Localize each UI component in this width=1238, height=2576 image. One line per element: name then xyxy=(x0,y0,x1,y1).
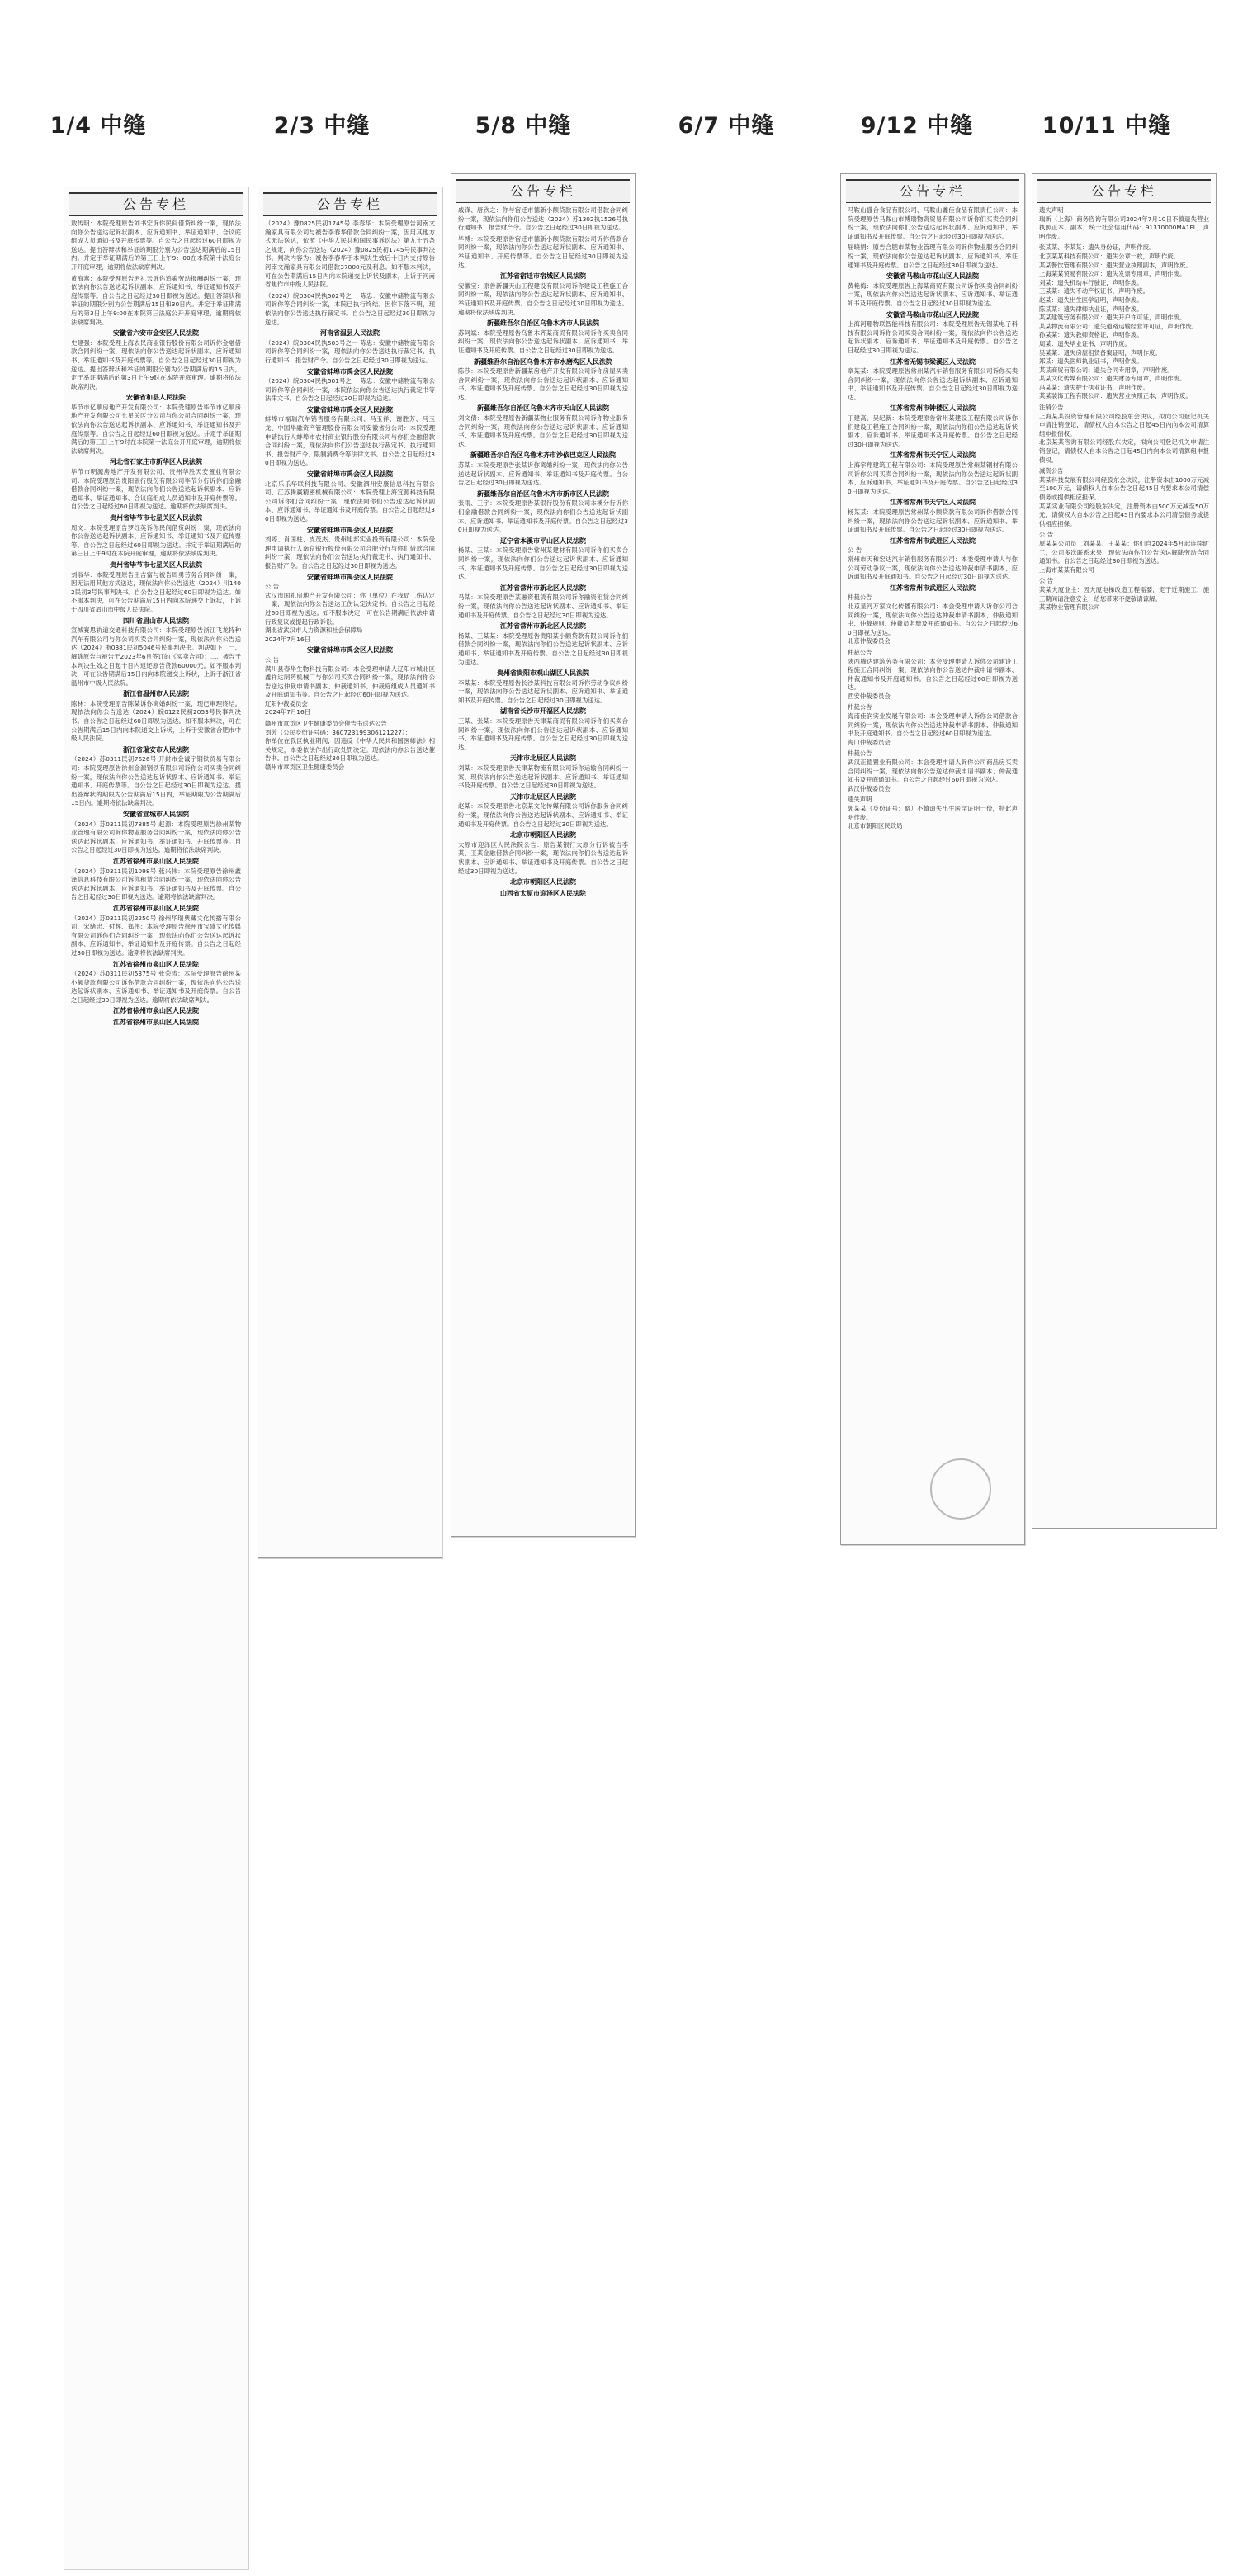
notice-text: 刘文倩：本院受理原告新疆某物业服务有限公司诉你物业服务合同纠纷一案，现依法向你公告送达起诉状副本、应诉通知书、举证通知书及开庭传票。自公告之日起经过30日即视为送达。 xyxy=(458,414,628,448)
court-signature: 山西省太原市迎泽区人民法院 xyxy=(500,889,586,897)
court-signature: 江苏省徐州市泉山区人民法院 xyxy=(113,960,199,968)
notice-text: 刘婷、肖国柱、皮茂杰、贵州旭邦实业投资有限公司：本院受理申请执行人南京银行股份有限公司合肥分行与你们借款合同纠纷一案，现依法向你们公告送达执行裁定书、执行通知书、报告财产令。自公告之日起经过30日即视为送达。 xyxy=(265,536,435,570)
notice-text: 黄海燕：本院受理原告尹礼云诉你追索劳动报酬纠纷一案，现依法向你公告送达起诉状副本、应诉通知书、举证通知书及开庭传票等。自公告之日起经过30日即视为送达。提出答辩状和举证的期限分别为公告期满后15日和30日内。并定于举证期满后的第3日上午9:00在本院第三法庭公开开庭审理，逾期将依法缺席判决。 xyxy=(71,274,241,326)
court-signature: 江苏省常州市武进区人民法院 xyxy=(890,536,976,545)
notice-text: （2024）皖0304民执501号之一 陈忠：安徽中储物流有限公司诉你等合同纠纷一案，本院依法向你公告送达执行裁定书等法律文书。自公告之日起经过30日即视为送达。 xyxy=(265,377,435,403)
notice-text: 章某某：本院受理原告常州某汽车销售服务有限公司诉你买卖合同纠纷一案，现依法向你公告送达起诉状副本、应诉通知书、举证通知书及开庭传票。自公告之日起经过30日即视为送达。 xyxy=(848,367,1018,401)
notice-text: （2024）苏0311民初2250号 徐州华瑞典藏文化传播有限公司、宋绪忠、付辉、郑伟：本院受理原告徐州市宝盛文化传媒有限公司诉你们合同纠纷一案，现依法向你们公告送达起诉状副本、应诉通知书、举证通知书及开庭传票。自公告之日起经过30日即视为送达。逾期将依法缺席判决。 xyxy=(71,914,241,957)
court-signature: 湖南省长沙市开福区人民法院 xyxy=(500,707,586,716)
notice-text: 李某某：本院受理原告长沙某科技有限公司诉你劳动争议纠纷一案，现依法向你公告送达起诉状副本、应诉通知书、举证通知书及开庭传票。自公告之日起经过30日即视为送达。 xyxy=(458,678,628,704)
court-signature: 安徽省马鞍山市花山区人民法院 xyxy=(886,272,979,281)
court-signature: 新疆维吾尔自治区乌鲁木齐市天山区人民法院 xyxy=(477,404,609,413)
notice-text: 公 告 常州市天和宏达汽车销售服务有限公司：本委受理申请人与你公司劳动争议一案，现依法向你公告送达仲裁申请书副本、应诉通知书及开庭通知书。自公告之日起经过30日即视为送达。 xyxy=(848,546,1018,581)
size-label-3: 5/8 中缝 xyxy=(475,113,572,139)
notice-text: 公 告 武汉市国礼房地产开发有限公司：你（单位）在我局工伤认定一案，现依法向你公告送达工伤认定决定书。自公告之日起经过60日即视为送达。如不服本决定，可在公告期满后依法申请行政复议或提起行政诉讼。 湖北省武汉市人力资源和社会保障局 2024年7月16日 xyxy=(265,583,435,643)
court-signature: 新疆维吾尔自治区乌鲁木齐市水磨沟区人民法院 xyxy=(474,357,612,366)
column-body xyxy=(458,206,628,898)
column-header: 公告专栏 xyxy=(69,192,243,216)
notice-column-4 xyxy=(840,173,1025,1545)
notice-text: 北京乐乐华联科技有限公司、安徽泗州安康信息科技有限公司、江苏腾赢精密机械有限公司：本院受理上海宜源科技有限公司诉你们合同纠纷一案，现依法向你们公告送达起诉状副本、应诉通知书、举证通知书及开庭传票。自公告之日起经过30日即视为送达。 xyxy=(265,480,435,522)
court-signature: 江苏省宿迁市宿城区人民法院 xyxy=(500,272,586,281)
court-signature: 安徽省蚌埠市禹会区人民法院 xyxy=(307,526,393,534)
column-header: 公告专栏 xyxy=(1037,179,1211,203)
notice-text: 陈莎：本院受理原告新疆某房地产开发有限公司诉你房屋买卖合同纠纷一案，现依法向你公告送达起诉状副本、应诉通知书、举证通知书及开庭传票。自公告之日起经过30日即视为送达。 xyxy=(458,367,628,401)
notice-text: 刘某：本院受理原告天津某物流有限公司诉你运输合同纠纷一案，现依法向你公告送达起诉状副本、应诉通知书、举证通知书及开庭传票。自公告之日起经过30日即视为送达。 xyxy=(458,764,628,790)
notice-text: 太原市迎泽区人民法院公告：原告某银行太原分行诉被告李某、王某金融借款合同纠纷一案，现依法向你们公告送达起诉状副本、应诉通知书、举证通知书及开庭传票。自公告之日起经过30日即视为送达。 xyxy=(458,840,628,875)
notice-text: 戚锋、唐欣之：你与宿迁市德新小额贷款有限公司借款合同纠纷一案，现依法向你们公告送达（2024）苏1302执1526号执行通知书、报告财产令。自公告之日起经过30日即视为送达。 xyxy=(458,206,628,232)
notice-text: 上海宇翔建筑工程有限公司：本院受理原告常州某钢材有限公司诉你公司买卖合同纠纷一案，现依法向你公告送达起诉状副本、应诉通知书、举证通知书及开庭传票。自公告之日起经过30日即视为送达。 xyxy=(848,461,1018,495)
column-body xyxy=(848,206,1018,831)
court-signature: 贵州省毕节市七星关区人民法院 xyxy=(110,514,202,522)
notice-text: 赵某：本院受理原告北京某文化传媒有限公司诉你服务合同纠纷一案，现依法向你公告送达起诉状副本、应诉通知书、举证通知书及开庭传票。自公告之日起经过30日即视为送达。 xyxy=(458,802,628,828)
court-signature: 安徽省和县人民法院 xyxy=(126,394,186,402)
notice-column-5 xyxy=(1032,173,1217,1529)
court-signature: 辽宁省本溪市平山区人民法院 xyxy=(500,536,586,545)
size-label-6: 10/11 中缝 xyxy=(1042,113,1172,139)
size-label-2: 2/3 中缝 xyxy=(273,113,371,139)
court-signature: 江苏省常州市钟楼区人民法院 xyxy=(890,404,976,413)
notice-text: 苏某：本院受理原告张某诉你离婚纠纷一案，现依法向你公告送达起诉状副本、应诉通知书、举证通知书及开庭传票。自公告之日起经过30日即视为送达。 xyxy=(458,461,628,487)
notice-column-2 xyxy=(258,187,442,1558)
notice-text: 史建强：本院受理上海农民商业银行股份有限公司诉你金融借款合同纠纷一案，现依法向你公告送达起诉状副本、应诉通知书、举证通知书及开庭传票等。自公告之日起经过30日即视为送达。提出答辩状和举证的期限分别为公告期满后的15日内，定于举证期满后的第3日上午9时在本院开庭审理。逾期将依法缺席判决。 xyxy=(71,338,241,390)
notice-text: 马鞍山盛合食品有限公司、马鞍山鑫佳食品有限责任公司：本院受理原告马鞍山市博瑞物资贸易有限公司诉你们买卖合同纠纷一案，现依法向你们公告送达起诉状副本、应诉通知书、举证通知书及开庭传票。自公告之日起经过30日即视为送达。 xyxy=(848,206,1018,240)
notice-text: 仲裁公告 武汉正德置业有限公司：本会受理申请人诉你公司商品房买卖合同纠纷一案，现依法向你公告送达仲裁申请书副本、仲裁通知书及开庭通知书。自公告之日起经过60日即视为送达。 武汉仲裁委员会 xyxy=(848,749,1018,792)
notice-text: 丁建高、吴纪新：本院受理原告常州某建设工程有限公司诉你们建设工程施工合同纠纷一案，现依法向你们公告送达起诉状副本、应诉通知书、举证通知书及开庭传票。自公告之日起经过30日即视为送达。 xyxy=(848,414,1018,448)
court-signature: 江苏省徐州市泉山区人民法院 xyxy=(113,904,199,912)
notice-text: 张雨、王宇：本院受理原告某银行股份有限公司本溪分行诉你们金融借款合同纠纷一案，现依法向你们公告送达起诉状副本、应诉通知书、举证通知书及开庭传票。自公告之日起经过30日即视为送达。 xyxy=(458,499,628,534)
notice-text: 遗失声明 瑞新（上海）商务咨询有限公司2024年7月10日不慎遗失营业执照正本、副本，统一社会信用代码：91310000MA1FL，声明作废。 xyxy=(1039,206,1209,240)
court-signature: 安徽省蚌埠市禹会区人民法院 xyxy=(307,573,393,581)
court-signature: 江苏省无锡市梁溪区人民法院 xyxy=(890,357,976,366)
column-body xyxy=(265,220,435,773)
notice-text: 王某、张某：本院受理原告天津某商贸有限公司诉你们买卖合同纠纷一案，现依法向你们公告送达起诉状副本、应诉通知书、举证通知书及开庭传票。自公告之日起经过30日即视为送达。 xyxy=(458,717,628,751)
court-signature: 安徽省蚌埠市禹会区人民法院 xyxy=(307,367,393,376)
court-signature: 北京市朝阳区人民法院 xyxy=(510,831,576,839)
court-signature: 河南省温县人民法院 xyxy=(320,329,380,338)
court-signature: 江苏省常州市新北区人民法院 xyxy=(500,622,586,631)
court-signature: 浙江省瑞安市人民法院 xyxy=(123,745,189,754)
court-signature: 天津市北辰区人民法院 xyxy=(510,792,576,801)
notice-text: 宣城赛思轨道交通科技有限公司：本院受理原告浙江飞龙特种汽车有限公司与你公司买卖合同纠纷一案，现依法向你公告送达（2024）浙0381民初5046号民事判决书。判决如下：一、解除原告与被告于2023年6月签订的《买卖合同》；二、被告于本判决生效之日起十日内返还原告货款60000元。如不服本判决，可在公告期满后15日内向本院递交上诉状，上诉于浙江省温州市中级人民法院。 xyxy=(71,626,241,687)
notice-text: 蚌埠市福瑞汽车销售服务有限公司、马玉祥、谢胜芳、马玉龙、中国华融资产管理股份有限公司安徽省分公司：本院受理申请执行人蚌埠市农村商业银行股份有限公司与你们金融借款合同纠纷一案，现依法向你们公告送达执行裁定书、执行通知书、报告财产令、限制消费令等法律文书。自公告之日起经过30日即视为送达。 xyxy=(265,415,435,467)
notice-text: 屈晓娟：原告合肥市某物业管理有限公司诉你物业服务合同纠纷一案，现依法向你公告送达起诉状副本、应诉通知书、举证通知书及开庭传票。自公告之日起经过30日即视为送达。 xyxy=(848,243,1018,269)
court-signature: 江苏省常州市天宁区人民法院 xyxy=(890,451,976,460)
notice-text: 减资公告 某某科技发展有限公司经股东会决议，注册资本由1000万元减至100万元，请债权人自本公告之日起45日内要求本公司清偿债务或提供相应担保。 某某实业有限公司经股东决定，注册资本由500万元减至50万元，请债权人自本公告之日起45日内要求本公司清偿债务或提供相应担保。 xyxy=(1039,467,1209,527)
column-header: 公告专栏 xyxy=(456,179,630,203)
notice-text: 毕节市亿顺房地产开发有限公司：本院受理原告毕节市亿顺房地产开发有限公司七星关区分公司与你公司合同纠纷一案，现依法向你公告送达起诉状副本、应诉通知书、举证通知书及开庭传票等。自公告之日起经过60日即视为送达。并定于举证期满后的第三日上午9时在本院第一法庭公开开庭审理，逾期将依法缺席判决。 xyxy=(71,403,241,455)
notice-text: 毕节市明源房地产开发有限公司、贵州华胜天安置业有限公司：本院受理原告贵阳银行股份有限公司毕节分行诉你们金融借款合同纠纷一案，现依法向你们公告送达起诉状副本、应诉通知书、举证通知书、合议庭组成人员通知书及开庭传票等。自公告之日起经过60日即视为送达。逾期将依法缺席判决。 xyxy=(71,468,241,511)
court-signature: 新疆维吾尔自治区乌鲁木齐市新市区人民法院 xyxy=(477,489,609,498)
notice-text: 周文：本院受理原告罗红英诉你民间借贷纠纷一案，现依法向你公告送达起诉状副本、应诉通知书、举证通知书及开庭传票等。自公告之日起经过60日即视为送达。并定于举证期满后的第三日上午9时在本院开庭审理，逾期将依法缺席判决。 xyxy=(71,523,241,558)
notice-text: 公 告 满川县春华生物科技有限公司：本会受理申请人辽阳市城北区鑫祥达制药机械厂与你公司买卖合同纠纷一案，现依法向你公告送达仲裁申请书副本、仲裁通知书、仲裁庭组成人员通知书及开庭通知书等。自公告之日起经过60日即视为送达。 辽阳仲裁委员会 2024年7月16日 xyxy=(265,655,435,716)
notice-text: 苏阿斌：本院受理原告乌鲁木齐某商贸有限公司诉你买卖合同纠纷一案，现依法向你公告送达起诉状副本、应诉通知书、举证通知书及开庭传票。自公告之日起经过30日即视为送达。 xyxy=(458,328,628,354)
notice-text: 安徽宝：原告新疆天山工程建设有限公司诉你建设工程施工合同纠纷一案，现依法向你公告送达起诉状副本、应诉通知书、举证通知书及开庭传票。自公告之日起经过30日即视为送达。逾期将依法缺席判决。 xyxy=(458,281,628,316)
notice-text: （2024）皖0304民执503号之一 陈忠：安徽中储物流有限公司诉你等合同纠纷一案，现依法向你公告送达执行裁定书、执行通知书、报告财产令。自公告之日起经过30日即视为送达。 xyxy=(265,338,435,364)
court-signature: 安徽省六安市金安区人民法院 xyxy=(113,329,199,338)
notice-text: 仲裁公告 海南佳润实业发展有限公司：本会受理申请人诉你公司借款合同纠纷一案，现依法向你公告送达仲裁申请书副本、仲裁通知书及开庭通知书。自公告之日起经过60日即视为送达。 海口仲裁委员会 xyxy=(848,703,1018,746)
court-signature: 江苏省常州市新北区人民法院 xyxy=(500,584,586,592)
court-signature: 浙江省温州市人民法院 xyxy=(123,690,189,698)
notice-text: 杨某、王某某：本院受理原告贵阳某小额贷款有限公司诉你们借款合同纠纷一案，现依法向你们公告送达起诉状副本、应诉通知书、举证通知书及开庭传票。自公告之日起经过30日即视为送达。 xyxy=(458,631,628,666)
court-signature: 贵州省贵阳市观山湖区人民法院 xyxy=(497,669,589,678)
notice-text: 公 告 原某某公司员工刘某某、王某某：你们自2024年5月起连续旷工，公司多次联系未果，现依法向你们公告送达解除劳动合同通知书。自公告之日起经过30日即视为送达。 上海市某某有限公司 xyxy=(1039,531,1209,574)
notice-column-1 xyxy=(64,187,248,2569)
notice-text: 黄艳梅：本院受理原告上海某商贸有限公司诉你买卖合同纠纷一案，现依法向你公告送达起诉状副本、应诉通知书、举证通知书及开庭传票。自公告之日起经过30日即视为送达。 xyxy=(848,281,1018,307)
notice-text: 马某：本院受理原告某融资租赁有限公司诉你融资租赁合同纠纷一案，现依法向你公告送达起诉状副本、应诉通知书、举证通知书及开庭传票。自公告之日起经过30日即视为送达。 xyxy=(458,593,628,619)
notice-text: （2024）豫0825民初1745号 李春华：本院受理原告河南文瀚家具有限公司与被告李春华借款合同纠纷一案，因用其他方式无法送达，依照《中华人民共和国民事诉讼法》第九十五条之规定，向你公告送达（2024）豫0825民初1745号民事判决书。判决内容为：被告李春华于本判决生效后十日内支付原告河南文瀚家具有限公司借款37800元及利息。如不服本判决，可在公告期满后15日内向本院递交上诉状及副本，上诉于河南省焦作市中级人民法院。 xyxy=(265,220,435,289)
column-body xyxy=(1039,206,1209,612)
notice-text: （2024）苏0311民初7626号 开封市金诚宇钢铁贸易有限公司：本院受理原告徐州金源钢铁有限公司诉你公司买卖合同纠纷一案，现依法向你公告送达起诉状副本、应诉通知书、举证通知书、开庭传票等。自公告之日起经过30日即视为送达。提出答辩状的期限为公告期满后15日内，举证期限为公告期满后15日内。逾期将依法缺席判决。 xyxy=(71,755,241,807)
court-signature: 新疆维吾尔自治区乌鲁木齐市沙依巴克区人民法院 xyxy=(470,451,616,460)
court-signature: 北京市朝阳区人民法院 xyxy=(510,878,576,886)
court-signature: 新疆维吾尔自治区乌鲁木齐市人民法院 xyxy=(487,319,599,328)
notice-text: （2024）苏0311民初5375号 张荣涛：本院受理原告徐州某小额贷款有限公司诉你借款合同纠纷一案，现依法向你公告送达起诉状副本、应诉通知书、举证通知书及开庭传票。自公告之日起经过30日即视为送达。逾期将依法缺席判决。 xyxy=(71,970,241,1004)
court-signature: 江苏省徐州市泉山区人民法院 xyxy=(113,1019,199,1027)
notice-text: 仲裁公告 北京星河万家文化传播有限公司：本会受理申请人诉你公司合同纠纷一案，现依法向你公告送达仲裁申请书副本、仲裁通知书、仲裁规则、仲裁员名册及开庭通知书。自公告之日起经过60日即视为送达。 北京仲裁委员会 xyxy=(848,593,1018,645)
court-signature: 江苏省常州市天宁区人民法院 xyxy=(890,499,976,507)
notice-text: 公 告 某某大厦业主：因大厦电梯改造工程需要，定于近期施工，施工期间请注意安全，给您带来不便敬请谅解。 某某物业管理有限公司 xyxy=(1039,577,1209,612)
size-label-4: 6/7 中缝 xyxy=(678,113,775,139)
notice-text: 注销公告 上海某某投资管理有限公司经股东会决议，拟向公司登记机关申请注销登记，请债权人自本公告之日起45日内向本公司清算组申报债权。 北京某某咨询有限公司经股东决定，拟向公司登记机关申请注销登记，请债权人自本公告之日起45日内向本公司清算组申报债权。 xyxy=(1039,404,1209,464)
size-label-1: 1/4 中缝 xyxy=(50,113,147,139)
notice-text: 赣州市章贡区卫生健康委员会催告书送达公告 刘芳（公民身份证号码：360723199306121227）： 你单位在我区执业期间，因违反《中华人民共和国医师法》相关规定，本委依法作出行政处罚决定。现依法向你公告送达催告书。自公告之日起经过30日即视为送达。 赣州市章贡区卫生健康委员会 xyxy=(265,720,435,772)
seal-stamp xyxy=(930,1458,991,1520)
notice-text: （2024）苏0311民初1098号 张兴伟：本院受理原告徐州鑫泽信息科技有限公司诉你租赁合同纠纷一案，现依法向你公告送达起诉状副本、应诉通知书、举证通知书及开庭传票。自公告之日起经过30日即视为送达。逾期将依法缺席判决。 xyxy=(71,867,241,901)
court-signature: 河北省石家庄市新华区人民法院 xyxy=(110,458,202,466)
notice-text: 仲裁公告 陕西腾达建筑劳务有限公司：本会受理申请人诉你公司建设工程施工合同纠纷一案，现依法向你公告送达仲裁申请书副本、仲裁通知书及开庭通知书。自公告之日起经过60日即视为送达。 西安仲裁委员会 xyxy=(848,648,1018,700)
notice-text: 遗失声明 郭某某（身份证号：略）不慎遗失出生医学证明一份，特此声明作废。 北京市朝阳区民政局 xyxy=(848,796,1018,830)
court-signature: 贵州省毕节市七星关区人民法院 xyxy=(110,560,202,569)
court-signature: 江苏省常州市武进区人民法院 xyxy=(890,584,976,592)
column-header: 公告专栏 xyxy=(846,179,1019,203)
court-signature: 江苏省徐州市泉山区人民法院 xyxy=(113,857,199,865)
court-signature: 安徽省马鞍山市花山区人民法院 xyxy=(886,310,979,319)
notice-text: 毕博：本院受理原告宿迁市德新小额贷款有限公司诉你借款合同纠纷一案，现依法向你公告送达起诉状副本、应诉通知书、举证通知书、开庭传票等。自公告之日起经过30日即视为送达。 xyxy=(458,234,628,269)
court-signature: 江苏省徐州市泉山区人民法院 xyxy=(113,1007,199,1015)
court-signature: 安徽省宣城市人民法院 xyxy=(123,811,189,818)
notice-text: 陈林：本院受理原告陈某诉你离婚纠纷一案，现已审理终结。现依法向你公告送达（2024）皖0122民初2053号民事判决书。自公告之日起经过60日即视为送达。如不服本判决，可在公告期满后15日内向本院递交上诉状，上诉于安徽省合肥市中级人民法院。 xyxy=(71,699,241,743)
column-body xyxy=(71,220,241,1028)
notice-text: 杨某、王某：本院受理原告常州某建材有限公司诉你们买卖合同纠纷一案，现依法向你们公告送达起诉状副本、应诉通知书、举证通知书及开庭传票。自公告之日起经过30日即视为送达。 xyxy=(458,546,628,581)
size-label-5: 9/12 中缝 xyxy=(860,113,974,139)
court-signature: 天津市北辰区人民法院 xyxy=(510,754,576,763)
notice-column-3 xyxy=(451,173,636,1537)
column-header: 公告专栏 xyxy=(263,192,437,216)
notice-text: 上海河珊物联智能科技有限公司：本院受理原告无锡某电子科技有限公司诉你公司买卖合同纠纷一案，现依法向你公告送达起诉状副本、应诉通知书、举证通知书及开庭传票。自公告之日起经过30日即视为送达。 xyxy=(848,320,1018,354)
court-signature: 四川省眉山市人民法院 xyxy=(123,617,189,625)
notice-text: （2024）皖0304民执502号之一 陈忠：安徽中储物流有限公司诉你等合同纠纷一案，本院已执行终结。因你下落不明，现依法向你公告送达执行裁定书。自公告之日起经过30日即视为送达。 xyxy=(265,291,435,326)
court-signature: 安徽省蚌埠市禹会区人民法院 xyxy=(307,405,393,414)
notice-text: 杨某某：本院受理原告常州某小额贷款有限公司诉你借款合同纠纷一案，现依法向你公告送达起诉状副本、应诉通知书、举证通知书及开庭传票。自公告之日起经过30日即视为送达。 xyxy=(848,508,1018,534)
notice-text: 张某某、李某某：遗失身份证，声明作废。 北京某某科技有限公司：遗失公章一枚，声明作废。 某某餐饮管理有限公司：遗失营业执照副本，声明作废。 上海某某贸易有限公司：遗失发票专用章，声明作废。 刘某：遗失机动车行驶证，声明作废。 王某某：遗失不动产权证书，声明作废。 赵某：遗失出生医学证明，声明作废。 陈某某：遗失律师执业证，声明作废。 某某建筑劳务有限公司：遗失开户许可证，声明作废。 某某物流有限公司：遗失道路运输经营许可证，声明作废。 孙某某：遗失教师资格证，声明作废。 周某：遗失毕业证书，声明作废。 吴某某：遗失房屋租赁备案证明，声明作废。 郑某：遗失医师执业证书，声明作废。 某某商贸有限公司：遗失合同专用章，声明作废。 某某文化传媒有限公司：遗失财务专用章，声明作废。 冯某某：遗失护士执业证书，声明作废。 某某装饰工程有限公司：遗失营业执照正本，声明作废。 xyxy=(1039,243,1198,400)
court-signature: 安徽省蚌埠市禹会区人民法院 xyxy=(307,646,393,655)
notice-text: 刘淑华：本院受理原告王吉富与被告周勇劳务合同纠纷一案，因无法用其他方式送达，现依法向你公告送达（2024）川1402民初3号民事判决书。自公告之日起经过60日即视为送达。如不服本判决，可在公告期满后15日内向本院递交上诉状，上诉于四川省眉山市中级人民法院。 xyxy=(71,570,241,613)
notice-text: 敖传明：本院受理原告刘书宏诉你民间借贷纠纷一案，现依法向你公告送达起诉状副本、应诉通知书、举证通知书、合议庭组成人员通知书及开庭传票等。自公告之日起经过60日即视为送达。提出答辩状和举证的期限分别为公告送达期满后的15日内。并定于举证期满后的第三日上午9：00在本院第十法庭公开开庭审理，逾期将依法缺席判决。 xyxy=(71,220,241,271)
court-signature: 安徽省蚌埠市禹会区人民法院 xyxy=(307,470,393,479)
notice-text: （2024）苏0311民初7885号 赵源：本院受理原告徐州某物业管理有限公司诉你物业服务合同纠纷一案，现依法向你公告送达起诉状副本、应诉通知书、举证通知书、开庭传票等。自公告之日起经过30日即视为送达。逾期将依法缺席判决。 xyxy=(71,820,241,854)
